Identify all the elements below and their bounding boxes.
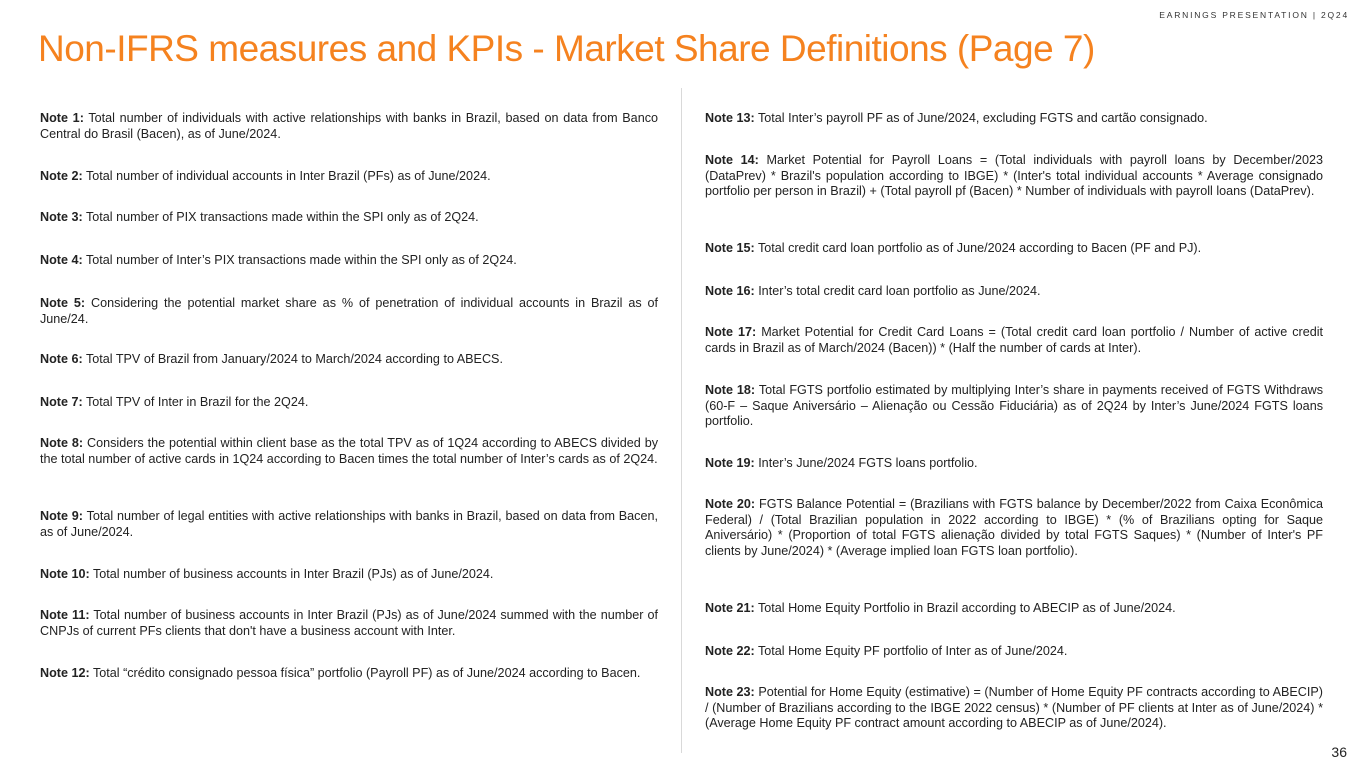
note-15: Note 15: Total credit card loan portfolio as of June/2024 according to Bacen (PF and PJ). xyxy=(705,241,1202,255)
note-23: Note 23: Potential for Home Equity (estimative) = (Number of Home Equity PF contracts according to ABECIP) / (Number of Brazilians according to the IBGE 2022 census) * (Number of PF clients at Inter as of June/2024) * (Average Home Equity PF contract amount according to ABECIP as of June/2024). xyxy=(705,685,1323,730)
note-14: Note 14: Market Potential for Payroll Loans = (Total individuals with payroll loans by December/2023 (DataPrev) * Brazil's population according to IBGE) * (Inter's total individual accounts * Average consignado portfolio per person in Brazil) + (Total payroll pf (Bacen) * Number of individuals with payroll loans (DataPrev). xyxy=(705,153,1323,198)
note-20: Note 20: FGTS Balance Potential = (Brazilians with FGTS balance by December/2022 from Caixa Econômica Federal) / (Total Brazilian population in 2022 according to IBGE) * (% of Brazilians opting for Saque Aniversário) * (Proportion of total FGTS alienação divided by total FGTS Saques) * (Number of Inter's PF clients by June/2024) * (Average implied loan FGTS loan portfolio). xyxy=(705,497,1323,558)
note-10: Note 10: Total number of business accounts in Inter Brazil (PJs) as of June/2024. xyxy=(40,567,494,581)
note-16: Note 16: Inter’s total credit card loan portfolio as June/2024. xyxy=(705,284,1041,298)
note-7: Note 7: Total TPV of Inter in Brazil for the 2Q24. xyxy=(40,395,309,409)
note-19: Note 19: Inter’s June/2024 FGTS loans portfolio. xyxy=(705,456,978,470)
presentation-tag: EARNINGS PRESENTATION | 2Q24 xyxy=(1159,10,1349,20)
note-5: Note 5: Considering the potential market share as % of penetration of individual accounts in Brazil as of June/24. xyxy=(40,296,659,326)
note-12: Note 12: Total “crédito consignado pessoa física” portfolio (Payroll PF) as of June/2024 according to Bacen. xyxy=(40,666,641,680)
page-title: Non-IFRS measures and KPIs - Market Share Definitions (Page 7) xyxy=(38,28,1095,69)
note-4: Note 4: Total number of Inter’s PIX transactions made within the SPI only as of 2Q24. xyxy=(40,253,517,267)
note-17: Note 17: Market Potential for Credit Card Loans = (Total credit card loan portfolio / Number of active credit cards in Brazil as of March/2024 (Bacen)) * (Half the number of cards at Inter). xyxy=(705,325,1324,355)
note-13: Note 13: Total Inter’s payroll PF as of June/2024, excluding FGTS and cartão consignado. xyxy=(705,111,1208,125)
note-18: Note 18: Total FGTS portfolio estimated by multiplying Inter’s share in payments received of FGTS Withdraws (60-F – Saque Aniversário – Alienação ou Cessão Fiduciária) as of 2Q24 by Inter’s June/2024 FGTS loans portfolio. xyxy=(705,383,1324,428)
page-number: 36 xyxy=(1331,744,1347,760)
note-22: Note 22: Total Home Equity PF portfolio of Inter as of June/2024. xyxy=(705,644,1068,658)
note-2: Note 2: Total number of individual accounts in Inter Brazil (PFs) as of June/2024. xyxy=(40,169,491,183)
note-3: Note 3: Total number of PIX transactions made within the SPI only as of 2Q24. xyxy=(40,210,479,224)
note-9: Note 9: Total number of legal entities with active relationships with banks in Brazil, based on data from Bacen, as of June/2024. xyxy=(40,509,658,539)
note-6: Note 6: Total TPV of Brazil from January/2024 to March/2024 according to ABECS. xyxy=(40,352,503,366)
note-11: Note 11: Total number of business accounts in Inter Brazil (PJs) as of June/2024 summed with the number of CNPJs of current PFs clients that don't have a business account with Inter. xyxy=(40,608,658,638)
column-divider xyxy=(681,88,682,753)
note-8: Note 8: Considers the potential within client base as the total TPV as of 1Q24 according to ABECS divided by the total number of active cards in 1Q24 according to Bacen times the total number of Inter’s cards as of 2Q24. xyxy=(40,436,659,466)
note-21: Note 21: Total Home Equity Portfolio in Brazil according to ABECIP as of June/2024. xyxy=(705,601,1176,615)
note-1: Note 1: Total number of individuals with active relationships with banks in Brazil, based on data from Banco Central do Brasil (Bacen), as of June/2024. xyxy=(40,111,658,141)
